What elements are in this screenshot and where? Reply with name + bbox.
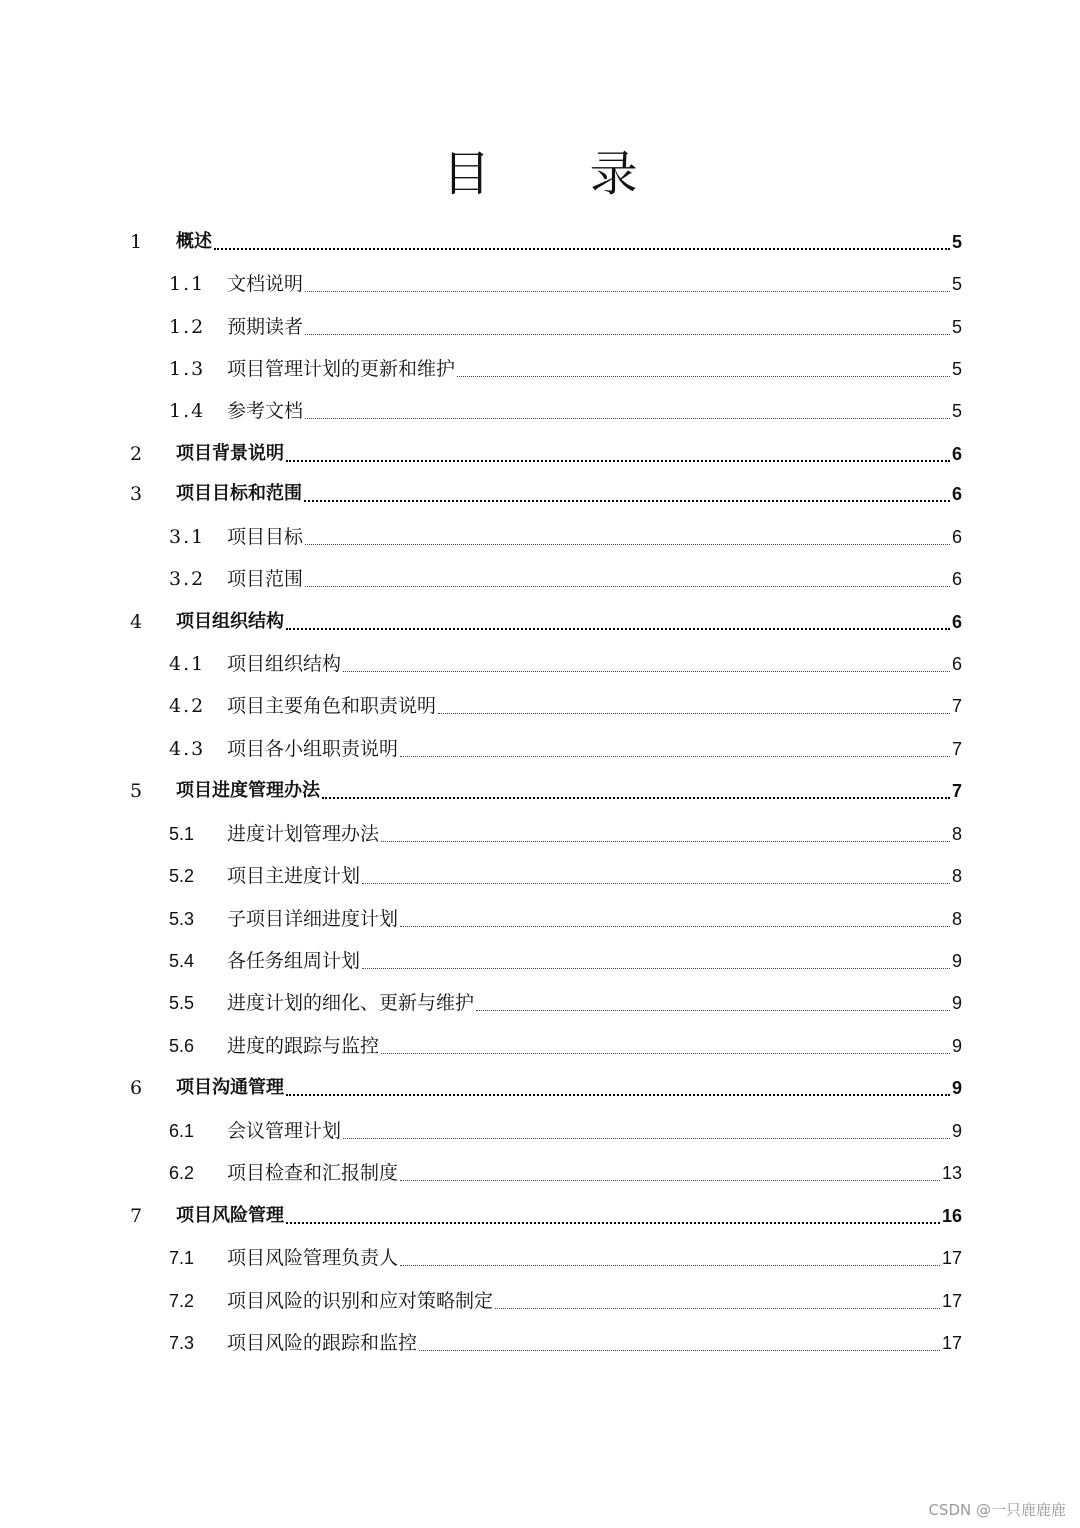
toc-entry-label: 项目沟通管理: [176, 1077, 284, 1098]
toc-entry-page-number: 13: [941, 1163, 962, 1183]
toc-section-entry[interactable]: [0, 262, 1080, 304]
toc-section-entry[interactable]: [0, 897, 1080, 939]
toc-entry-label: 进度的跟踪与监控: [227, 1035, 380, 1057]
toc-chapter-entry[interactable]: [0, 1194, 1080, 1236]
toc-dot-leader: [305, 525, 950, 549]
toc-entry-label: 项目主要角色和职责说明: [227, 695, 437, 717]
toc-entry-number: 6: [130, 1077, 143, 1099]
toc-entry-label: 进度计划管理办法: [227, 823, 380, 845]
toc-entry-line: [227, 864, 962, 888]
toc-entry-label: 项目各小组职责说明: [227, 738, 399, 760]
toc-entry-number: 3.1: [169, 526, 206, 548]
toc-entry-number: 5.4: [169, 951, 195, 971]
toc-entry-page-number: 9: [951, 1078, 962, 1098]
toc-dot-leader: [305, 567, 950, 591]
toc-section-entry[interactable]: [0, 642, 1080, 684]
toc-entry-page-number: 9: [951, 1121, 962, 1141]
toc-entry-page-number: 7: [951, 739, 962, 759]
toc-section-entry[interactable]: [0, 981, 1080, 1023]
toc-section-entry[interactable]: [0, 1151, 1080, 1193]
toc-section-entry[interactable]: [0, 305, 1080, 347]
toc-section-entry[interactable]: [0, 347, 1080, 389]
toc-entry-page-number: 9: [951, 993, 962, 1013]
toc-entry-line: [227, 315, 962, 339]
toc-entry-page-number: 17: [941, 1333, 962, 1353]
toc-dot-leader: [400, 737, 950, 761]
toc-entry-number: 4.1: [169, 653, 206, 675]
toc-entry-label: 子项目详细进度计划: [227, 908, 399, 930]
toc-section-entry[interactable]: [0, 389, 1080, 431]
toc-entry-page-number: 6: [951, 569, 962, 589]
toc-dot-leader: [362, 949, 950, 973]
toc-entry-number: 7.1: [169, 1248, 195, 1268]
toc-dot-leader: [286, 1076, 950, 1100]
toc-entry-page-number: 6: [951, 612, 962, 632]
toc-entry-page-number: 5: [951, 232, 962, 252]
toc-section-entry[interactable]: [0, 684, 1080, 726]
page-title: 目 录: [442, 146, 680, 202]
toc-dot-leader: [400, 907, 950, 931]
toc-section-entry[interactable]: [0, 1109, 1080, 1151]
toc-chapter-entry[interactable]: [0, 1066, 1080, 1108]
toc-entry-line: [176, 610, 962, 634]
toc-entry-line: [227, 737, 962, 761]
toc-entry-number: 5.5: [169, 993, 195, 1013]
toc-dot-leader: [286, 1204, 940, 1228]
toc-entry-page-number: 6: [951, 444, 962, 464]
toc-dot-leader: [214, 230, 950, 254]
toc-entry-number: 1.2: [169, 316, 206, 338]
toc-entry-line: [176, 1204, 962, 1228]
toc-entry-line: [227, 1289, 962, 1313]
toc-entry-label: 参考文档: [227, 400, 304, 422]
toc-entry-line: [176, 442, 962, 466]
toc-entry-line: [227, 525, 962, 549]
toc-entry-line: [176, 230, 962, 254]
toc-entry-label: 项目风险管理: [176, 1205, 284, 1226]
toc-entry-line: [227, 272, 962, 296]
toc-entry-line: [227, 567, 962, 591]
toc-dot-leader: [457, 357, 950, 381]
toc-entry-line: [227, 1246, 962, 1270]
toc-entry-page-number: 16: [941, 1206, 962, 1226]
toc-entry-label: 预期读者: [227, 316, 304, 338]
toc-dot-leader: [400, 1246, 940, 1270]
toc-chapter-entry[interactable]: [0, 600, 1080, 642]
toc-dot-leader: [305, 272, 950, 296]
toc-section-entry[interactable]: [0, 557, 1080, 599]
toc-entry-label: 项目范围: [227, 568, 304, 590]
toc-entry-number: 5.3: [169, 909, 195, 929]
toc-dot-leader: [322, 779, 950, 803]
toc-section-entry[interactable]: [0, 1279, 1080, 1321]
toc-entry-page-number: 17: [941, 1291, 962, 1311]
toc-entry-page-number: 9: [951, 1036, 962, 1056]
toc-section-entry[interactable]: [0, 1236, 1080, 1278]
toc-entry-line: [176, 779, 962, 803]
toc-entry-line: [227, 1161, 962, 1185]
toc-dot-leader: [343, 652, 950, 676]
watermark: CSDN @一只鹿鹿鹿: [928, 1501, 1066, 1519]
toc-entry-line: [227, 949, 962, 973]
toc-dot-leader: [495, 1289, 940, 1313]
toc-entry-number: 4.3: [169, 738, 206, 760]
toc-entry-page-number: 6: [951, 654, 962, 674]
toc-entry-number: 6.2: [169, 1163, 195, 1183]
toc-entry-line: [227, 694, 962, 718]
toc-chapter-entry[interactable]: [0, 432, 1080, 474]
toc-section-entry[interactable]: [0, 515, 1080, 557]
toc-entry-number: 7.3: [169, 1333, 195, 1353]
toc-chapter-entry[interactable]: [0, 472, 1080, 514]
toc-entry-label: 进度计划的细化、更新与维护: [227, 992, 475, 1014]
toc-entry-page-number: 8: [951, 824, 962, 844]
toc-dot-leader: [305, 315, 950, 339]
toc-entry-page-number: 9: [951, 951, 962, 971]
toc-entry-label: 各任务组周计划: [227, 950, 361, 972]
toc-entry-label: 项目背景说明: [176, 443, 284, 464]
toc-dot-leader: [419, 1331, 940, 1355]
toc-entry-number: 5: [130, 780, 143, 802]
toc-section-entry[interactable]: [0, 727, 1080, 769]
toc-entry-number: 7: [130, 1205, 143, 1227]
toc-entry-page-number: 5: [951, 274, 962, 294]
toc-entry-label: 项目风险管理负责人: [227, 1247, 399, 1269]
toc-entry-page-number: 8: [951, 909, 962, 929]
toc-entry-page-number: 7: [951, 781, 962, 801]
toc-entry-label: 项目管理计划的更新和维护: [227, 358, 456, 380]
toc-entry-line: [176, 482, 962, 506]
toc-entry-number: 5.6: [169, 1036, 195, 1056]
toc-entry-label: 项目进度管理办法: [176, 780, 320, 801]
toc-entry-page-number: 8: [951, 866, 962, 886]
toc-entry-page-number: 6: [951, 527, 962, 547]
toc-section-entry[interactable]: [0, 812, 1080, 854]
toc-dot-leader: [304, 482, 950, 506]
toc-entry-label: 文档说明: [227, 273, 304, 295]
toc-entry-number: 4.2: [169, 695, 206, 717]
toc-entry-number: 5.1: [169, 824, 195, 844]
toc-entry-number: 2: [130, 443, 143, 465]
toc-dot-leader: [476, 991, 950, 1015]
toc-entry-number: 1: [130, 231, 143, 253]
toc-entry-page-number: 5: [951, 359, 962, 379]
toc-dot-leader: [400, 1161, 940, 1185]
toc-entry-label: 项目风险的识别和应对策略制定: [227, 1290, 494, 1312]
toc-entry-page-number: 6: [951, 484, 962, 504]
toc-entry-line: [227, 991, 962, 1015]
toc-entry-number: 5.2: [169, 866, 195, 886]
toc-chapter-entry[interactable]: [0, 769, 1080, 811]
toc-dot-leader: [381, 1034, 950, 1058]
toc-dot-leader: [381, 822, 950, 846]
toc-entry-page-number: 5: [951, 317, 962, 337]
toc-entry-line: [227, 1331, 962, 1355]
toc-entry-page-number: 17: [941, 1248, 962, 1268]
toc-entry-line: [227, 357, 962, 381]
toc-entry-label: 项目组织结构: [176, 611, 284, 632]
toc-chapter-entry[interactable]: [0, 220, 1080, 262]
toc-entry-label: 项目目标: [227, 526, 304, 548]
toc-entry-number: 3.2: [169, 568, 206, 590]
toc-entry-number: 1.1: [169, 273, 206, 295]
toc-entry-label: 会议管理计划: [227, 1120, 342, 1142]
toc-entry-line: [227, 399, 962, 423]
toc-entry-number: 1.3: [169, 358, 206, 380]
toc-entry-line: [227, 1034, 962, 1058]
toc-section-entry[interactable]: [0, 939, 1080, 981]
toc-section-entry[interactable]: [0, 1024, 1080, 1066]
toc-entry-label: 项目主进度计划: [227, 865, 361, 887]
toc-dot-leader: [438, 694, 950, 718]
toc-entry-number: 7.2: [169, 1291, 195, 1311]
toc-entry-line: [227, 652, 962, 676]
toc-entry-line: [227, 907, 962, 931]
toc-entry-line: [176, 1076, 962, 1100]
toc-dot-leader: [286, 610, 950, 634]
toc-dot-leader: [362, 864, 950, 888]
toc-entry-line: [227, 822, 962, 846]
toc-section-entry[interactable]: [0, 1321, 1080, 1363]
toc-entry-label: 项目目标和范围: [176, 483, 302, 504]
toc-dot-leader: [305, 399, 950, 423]
toc-entry-number: 3: [130, 483, 143, 505]
toc-entry-line: [227, 1119, 962, 1143]
toc-entry-number: 4: [130, 611, 143, 633]
toc-entry-number: 6.1: [169, 1121, 195, 1141]
toc-dot-leader: [286, 442, 950, 466]
toc-entry-label: 项目组织结构: [227, 653, 342, 675]
toc-dot-leader: [343, 1119, 950, 1143]
toc-section-entry[interactable]: [0, 854, 1080, 896]
toc-entry-page-number: 5: [951, 401, 962, 421]
toc-entry-label: 概述: [176, 231, 212, 252]
toc-entry-page-number: 7: [951, 696, 962, 716]
toc-entry-label: 项目风险的跟踪和监控: [227, 1332, 418, 1354]
toc-entry-label: 项目检查和汇报制度: [227, 1162, 399, 1184]
toc-entry-number: 1.4: [169, 400, 206, 422]
